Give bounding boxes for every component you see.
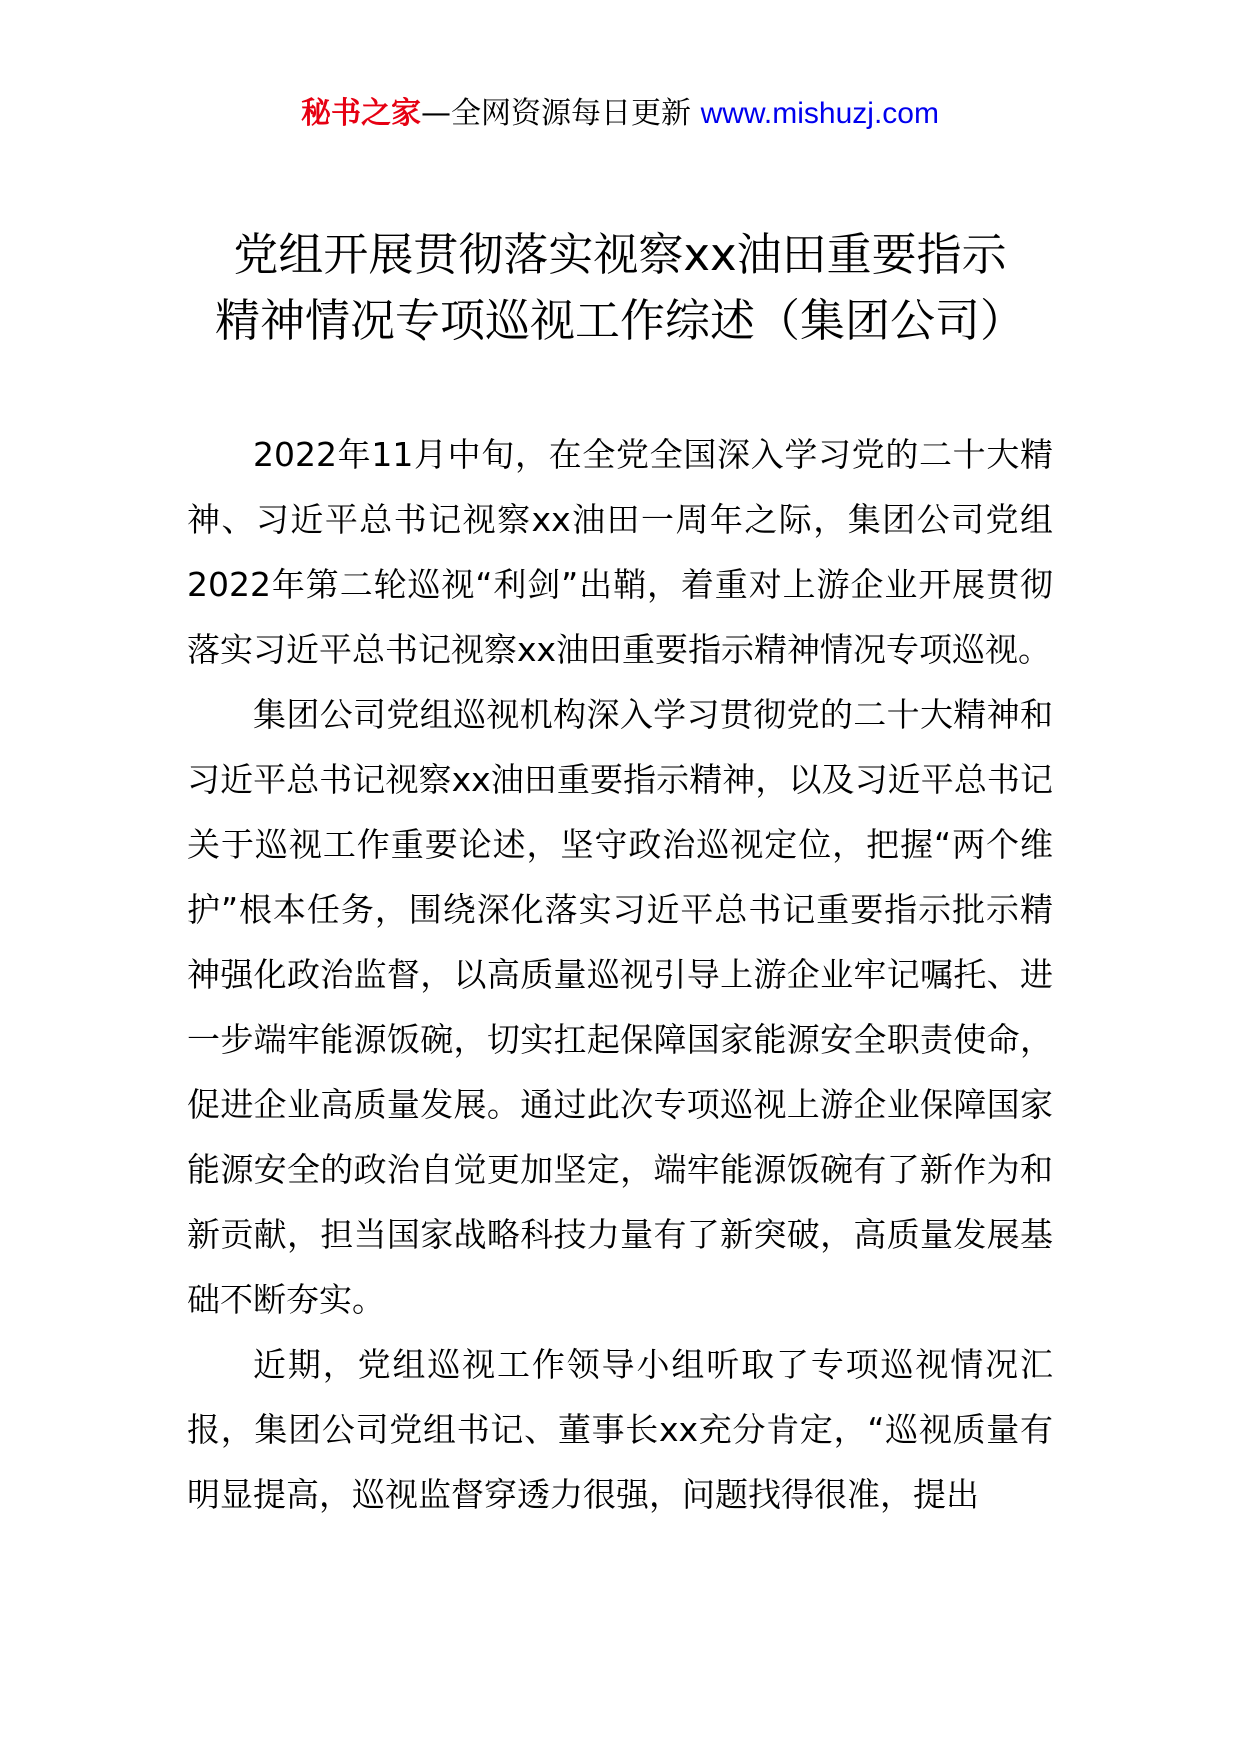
paragraph-3: 近期，党组巡视工作领导小组听取了专项巡视情况汇报，集团公司党组书记、董事长xx充分肯定，“巡视质量有明显提高，巡视监督穿透力很强，问题找得很准，提出 [187, 1345, 1053, 1514]
document-title [150, 222, 1090, 354]
document-body [187, 422, 1053, 1527]
document-title-line-1: 党组开展贯彻落实视察xx油田重要指示 [233, 228, 1007, 281]
document-title-line-2: 精神情况专项巡视工作综述（集团公司） [214, 294, 1025, 347]
site-header [0, 94, 1240, 134]
paragraph-1: 2022年11月中旬，在全党全国深入学习党的二十大精神、习近平总书记视察xx油田一周年之际，集团公司党组2022年第二轮巡视“利剑”出鞘，着重对上游企业开展贯彻落实习近平总书记视察xx油田重要指示精神情况专项巡视。 [187, 435, 1053, 669]
paragraph-2: 集团公司党组巡视机构深入学习贯彻党的二十大精神和习近平总书记视察xx油田重要指示精神，以及习近平总书记关于巡视工作重要论述，坚守政治巡视定位，把握“两个维护”根本任务，围绕深化落实习近平总书记重要指示批示精神强化政治监督，以高质量巡视引导上游企业牢记嘱托、进一步端牢能源饭碗，切实扛起保障国家能源安全职责使命，促进企业高质量发展。通过此次专项巡视上游企业保障国家能源安全的政治自觉更加坚定，端牢能源饭碗有了新作为和新贡献，担当国家战略科技力量有了新突破，高质量发展基础不断夯实。 [187, 695, 1053, 1319]
site-tagline: —全网资源每日更新 [421, 96, 701, 131]
site-brand: 秘书之家 [301, 96, 422, 131]
site-url-link[interactable]: www.mishuzj.com [700, 97, 939, 130]
